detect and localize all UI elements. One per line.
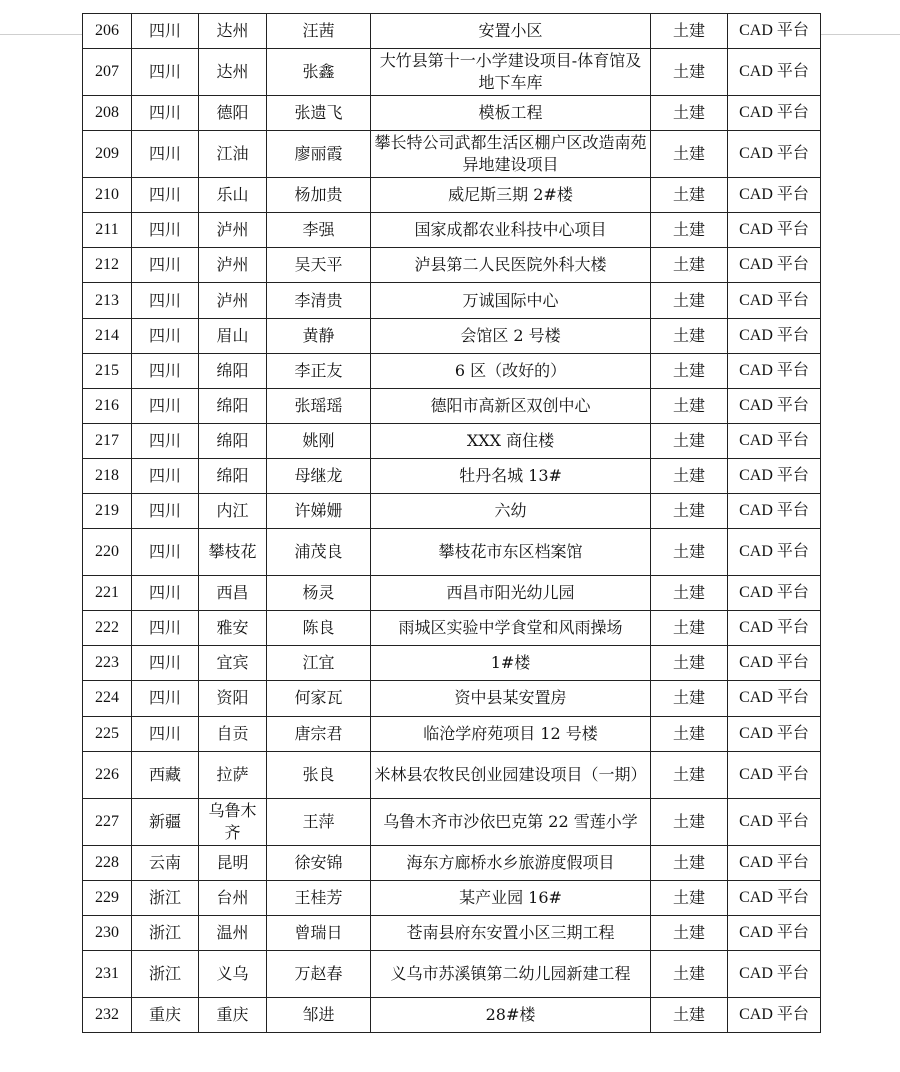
category-cell: 土建 bbox=[651, 950, 728, 997]
person-name-cell: 王萍 bbox=[267, 798, 371, 845]
project-name-cell: 西昌市阳光幼儿园 bbox=[371, 576, 651, 611]
category-cell: 土建 bbox=[651, 248, 728, 283]
platform-cell: CAD 平台 bbox=[728, 283, 821, 318]
platform-cell: CAD 平台 bbox=[728, 178, 821, 213]
project-name-cell: 攀枝花市东区档案馆 bbox=[371, 529, 651, 576]
category-cell: 土建 bbox=[651, 997, 728, 1032]
person-name-cell: 张遗飞 bbox=[267, 96, 371, 131]
province-cell: 四川 bbox=[132, 494, 199, 529]
row-number: 229 bbox=[83, 880, 132, 915]
person-name-cell: 母继龙 bbox=[267, 458, 371, 493]
city-cell: 拉萨 bbox=[199, 751, 267, 798]
city-cell: 江油 bbox=[199, 131, 267, 178]
person-name-cell: 江宜 bbox=[267, 646, 371, 681]
platform-cell: CAD 平台 bbox=[728, 423, 821, 458]
project-name-cell: 米林县农牧民创业园建设项目（一期） bbox=[371, 751, 651, 798]
project-name-cell: 大竹县第十一小学建设项目-体育馆及地下车库 bbox=[371, 49, 651, 96]
table-row bbox=[83, 915, 821, 950]
table-row bbox=[83, 845, 821, 880]
category-cell: 土建 bbox=[651, 646, 728, 681]
city-cell: 义乌 bbox=[199, 950, 267, 997]
table-row bbox=[83, 681, 821, 716]
project-name-cell: 泸县第二人民医院外科大楼 bbox=[371, 248, 651, 283]
table-row bbox=[83, 880, 821, 915]
person-name-cell: 张瑶瑶 bbox=[267, 388, 371, 423]
project-name-cell: 6 区（改好的） bbox=[371, 353, 651, 388]
person-name-cell: 李正友 bbox=[267, 353, 371, 388]
province-cell: 四川 bbox=[132, 646, 199, 681]
category-cell: 土建 bbox=[651, 880, 728, 915]
province-cell: 四川 bbox=[132, 458, 199, 493]
table-row bbox=[83, 997, 821, 1032]
person-name-cell: 曾瑞日 bbox=[267, 915, 371, 950]
platform-cell: CAD 平台 bbox=[728, 96, 821, 131]
row-number: 214 bbox=[83, 318, 132, 353]
province-cell: 四川 bbox=[132, 388, 199, 423]
platform-cell: CAD 平台 bbox=[728, 798, 821, 845]
province-cell: 云南 bbox=[132, 845, 199, 880]
row-number: 215 bbox=[83, 353, 132, 388]
table-row bbox=[83, 96, 821, 131]
row-number: 221 bbox=[83, 576, 132, 611]
province-cell: 四川 bbox=[132, 96, 199, 131]
city-cell: 宜宾 bbox=[199, 646, 267, 681]
category-cell: 土建 bbox=[651, 318, 728, 353]
platform-cell: CAD 平台 bbox=[728, 716, 821, 751]
table-row bbox=[83, 423, 821, 458]
province-cell: 四川 bbox=[132, 716, 199, 751]
category-cell: 土建 bbox=[651, 213, 728, 248]
city-cell: 昆明 bbox=[199, 845, 267, 880]
project-name-cell: 万诚国际中心 bbox=[371, 283, 651, 318]
person-name-cell: 陈良 bbox=[267, 611, 371, 646]
category-cell: 土建 bbox=[651, 798, 728, 845]
city-cell: 自贡 bbox=[199, 716, 267, 751]
category-cell: 土建 bbox=[651, 131, 728, 178]
city-cell: 重庆 bbox=[199, 997, 267, 1032]
row-number: 230 bbox=[83, 915, 132, 950]
project-name-cell: 义乌市苏溪镇第二幼儿园新建工程 bbox=[371, 950, 651, 997]
table-row bbox=[83, 611, 821, 646]
person-name-cell: 姚刚 bbox=[267, 423, 371, 458]
project-name-cell: 会馆区 2 号楼 bbox=[371, 318, 651, 353]
person-name-cell: 廖丽霞 bbox=[267, 131, 371, 178]
category-cell: 土建 bbox=[651, 14, 728, 49]
person-name-cell: 徐安锦 bbox=[267, 845, 371, 880]
table-row bbox=[83, 49, 821, 96]
project-name-cell: 海东方廊桥水乡旅游度假项目 bbox=[371, 845, 651, 880]
person-name-cell: 黄静 bbox=[267, 318, 371, 353]
category-cell: 土建 bbox=[651, 681, 728, 716]
project-name-cell: 德阳市高新区双创中心 bbox=[371, 388, 651, 423]
project-name-cell: 1#楼 bbox=[371, 646, 651, 681]
table-row bbox=[83, 494, 821, 529]
project-name-cell: 某产业园 16# bbox=[371, 880, 651, 915]
row-number: 226 bbox=[83, 751, 132, 798]
row-number: 207 bbox=[83, 49, 132, 96]
province-cell: 四川 bbox=[132, 681, 199, 716]
row-number: 208 bbox=[83, 96, 132, 131]
province-cell: 四川 bbox=[132, 14, 199, 49]
table-row bbox=[83, 576, 821, 611]
city-cell: 德阳 bbox=[199, 96, 267, 131]
row-number: 212 bbox=[83, 248, 132, 283]
table-row bbox=[83, 283, 821, 318]
person-name-cell: 张良 bbox=[267, 751, 371, 798]
person-name-cell: 张鑫 bbox=[267, 49, 371, 96]
platform-cell: CAD 平台 bbox=[728, 458, 821, 493]
province-cell: 四川 bbox=[132, 529, 199, 576]
person-name-cell: 王桂芳 bbox=[267, 880, 371, 915]
category-cell: 土建 bbox=[651, 845, 728, 880]
platform-cell: CAD 平台 bbox=[728, 576, 821, 611]
platform-cell: CAD 平台 bbox=[728, 997, 821, 1032]
city-cell: 内江 bbox=[199, 494, 267, 529]
city-cell: 绵阳 bbox=[199, 458, 267, 493]
province-cell: 四川 bbox=[132, 576, 199, 611]
city-cell: 绵阳 bbox=[199, 423, 267, 458]
page-rule-right bbox=[820, 34, 900, 35]
table-row bbox=[83, 131, 821, 178]
platform-cell: CAD 平台 bbox=[728, 646, 821, 681]
platform-cell: CAD 平台 bbox=[728, 14, 821, 49]
city-cell: 泸州 bbox=[199, 213, 267, 248]
project-name-cell: 安置小区 bbox=[371, 14, 651, 49]
platform-cell: CAD 平台 bbox=[728, 388, 821, 423]
city-cell: 温州 bbox=[199, 915, 267, 950]
city-cell: 资阳 bbox=[199, 681, 267, 716]
row-number: 223 bbox=[83, 646, 132, 681]
platform-cell: CAD 平台 bbox=[728, 880, 821, 915]
platform-cell: CAD 平台 bbox=[728, 494, 821, 529]
table-row bbox=[83, 178, 821, 213]
category-cell: 土建 bbox=[651, 494, 728, 529]
category-cell: 土建 bbox=[651, 178, 728, 213]
province-cell: 西藏 bbox=[132, 751, 199, 798]
category-cell: 土建 bbox=[651, 915, 728, 950]
province-cell: 浙江 bbox=[132, 950, 199, 997]
project-name-cell: 六幼 bbox=[371, 494, 651, 529]
province-cell: 四川 bbox=[132, 283, 199, 318]
page-rule-left bbox=[0, 34, 82, 35]
table-row bbox=[83, 213, 821, 248]
project-name-cell: 牡丹名城 13# bbox=[371, 458, 651, 493]
province-cell: 四川 bbox=[132, 178, 199, 213]
platform-cell: CAD 平台 bbox=[728, 611, 821, 646]
table-body bbox=[83, 14, 821, 1033]
table-row bbox=[83, 388, 821, 423]
city-cell: 达州 bbox=[199, 14, 267, 49]
city-cell: 乌鲁木齐 bbox=[199, 798, 267, 845]
row-number: 217 bbox=[83, 423, 132, 458]
project-name-cell: 资中县某安置房 bbox=[371, 681, 651, 716]
province-cell: 浙江 bbox=[132, 880, 199, 915]
category-cell: 土建 bbox=[651, 751, 728, 798]
platform-cell: CAD 平台 bbox=[728, 131, 821, 178]
person-name-cell: 李清贵 bbox=[267, 283, 371, 318]
project-table bbox=[82, 13, 821, 1033]
platform-cell: CAD 平台 bbox=[728, 681, 821, 716]
person-name-cell: 浦茂良 bbox=[267, 529, 371, 576]
platform-cell: CAD 平台 bbox=[728, 213, 821, 248]
platform-cell: CAD 平台 bbox=[728, 845, 821, 880]
category-cell: 土建 bbox=[651, 49, 728, 96]
row-number: 225 bbox=[83, 716, 132, 751]
city-cell: 雅安 bbox=[199, 611, 267, 646]
project-name-cell: 国家成都农业科技中心项目 bbox=[371, 213, 651, 248]
person-name-cell: 何家瓦 bbox=[267, 681, 371, 716]
table-row bbox=[83, 353, 821, 388]
province-cell: 浙江 bbox=[132, 915, 199, 950]
person-name-cell: 万赵春 bbox=[267, 950, 371, 997]
platform-cell: CAD 平台 bbox=[728, 950, 821, 997]
category-cell: 土建 bbox=[651, 716, 728, 751]
platform-cell: CAD 平台 bbox=[728, 49, 821, 96]
table-row bbox=[83, 248, 821, 283]
platform-cell: CAD 平台 bbox=[728, 529, 821, 576]
person-name-cell: 吴天平 bbox=[267, 248, 371, 283]
project-name-cell: 模板工程 bbox=[371, 96, 651, 131]
platform-cell: CAD 平台 bbox=[728, 248, 821, 283]
category-cell: 土建 bbox=[651, 423, 728, 458]
row-number: 210 bbox=[83, 178, 132, 213]
row-number: 219 bbox=[83, 494, 132, 529]
person-name-cell: 许娣姗 bbox=[267, 494, 371, 529]
table-row bbox=[83, 14, 821, 49]
row-number: 220 bbox=[83, 529, 132, 576]
category-cell: 土建 bbox=[651, 353, 728, 388]
row-number: 216 bbox=[83, 388, 132, 423]
city-cell: 西昌 bbox=[199, 576, 267, 611]
project-name-cell: XXX 商住楼 bbox=[371, 423, 651, 458]
row-number: 227 bbox=[83, 798, 132, 845]
province-cell: 四川 bbox=[132, 611, 199, 646]
person-name-cell: 杨灵 bbox=[267, 576, 371, 611]
platform-cell: CAD 平台 bbox=[728, 751, 821, 798]
row-number: 231 bbox=[83, 950, 132, 997]
platform-cell: CAD 平台 bbox=[728, 353, 821, 388]
city-cell: 泸州 bbox=[199, 283, 267, 318]
row-number: 213 bbox=[83, 283, 132, 318]
province-cell: 四川 bbox=[132, 213, 199, 248]
city-cell: 台州 bbox=[199, 880, 267, 915]
province-cell: 四川 bbox=[132, 423, 199, 458]
table-row bbox=[83, 798, 821, 845]
table-row bbox=[83, 716, 821, 751]
city-cell: 达州 bbox=[199, 49, 267, 96]
row-number: 209 bbox=[83, 131, 132, 178]
category-cell: 土建 bbox=[651, 611, 728, 646]
project-name-cell: 乌鲁木齐市沙依巴克第 22 雪莲小学 bbox=[371, 798, 651, 845]
table-row bbox=[83, 529, 821, 576]
project-name-cell: 攀长特公司武都生活区棚户区改造南苑异地建设项目 bbox=[371, 131, 651, 178]
person-name-cell: 唐宗君 bbox=[267, 716, 371, 751]
province-cell: 新疆 bbox=[132, 798, 199, 845]
category-cell: 土建 bbox=[651, 529, 728, 576]
row-number: 224 bbox=[83, 681, 132, 716]
project-name-cell: 雨城区实验中学食堂和风雨操场 bbox=[371, 611, 651, 646]
city-cell: 眉山 bbox=[199, 318, 267, 353]
platform-cell: CAD 平台 bbox=[728, 318, 821, 353]
row-number: 222 bbox=[83, 611, 132, 646]
category-cell: 土建 bbox=[651, 283, 728, 318]
platform-cell: CAD 平台 bbox=[728, 915, 821, 950]
province-cell: 重庆 bbox=[132, 997, 199, 1032]
city-cell: 乐山 bbox=[199, 178, 267, 213]
row-number: 232 bbox=[83, 997, 132, 1032]
province-cell: 四川 bbox=[132, 318, 199, 353]
table-row bbox=[83, 751, 821, 798]
category-cell: 土建 bbox=[651, 576, 728, 611]
row-number: 211 bbox=[83, 213, 132, 248]
person-name-cell: 邹进 bbox=[267, 997, 371, 1032]
province-cell: 四川 bbox=[132, 248, 199, 283]
person-name-cell: 汪茜 bbox=[267, 14, 371, 49]
project-name-cell: 威尼斯三期 2#楼 bbox=[371, 178, 651, 213]
table-row bbox=[83, 646, 821, 681]
city-cell: 攀枝花 bbox=[199, 529, 267, 576]
province-cell: 四川 bbox=[132, 131, 199, 178]
province-cell: 四川 bbox=[132, 353, 199, 388]
city-cell: 绵阳 bbox=[199, 388, 267, 423]
province-cell: 四川 bbox=[132, 49, 199, 96]
city-cell: 绵阳 bbox=[199, 353, 267, 388]
row-number: 218 bbox=[83, 458, 132, 493]
table-row bbox=[83, 318, 821, 353]
category-cell: 土建 bbox=[651, 458, 728, 493]
row-number: 228 bbox=[83, 845, 132, 880]
table-row bbox=[83, 458, 821, 493]
city-cell: 泸州 bbox=[199, 248, 267, 283]
category-cell: 土建 bbox=[651, 388, 728, 423]
person-name-cell: 李强 bbox=[267, 213, 371, 248]
project-name-cell: 28#楼 bbox=[371, 997, 651, 1032]
row-number: 206 bbox=[83, 14, 132, 49]
table-row bbox=[83, 950, 821, 997]
person-name-cell: 杨加贵 bbox=[267, 178, 371, 213]
project-name-cell: 苍南县府东安置小区三期工程 bbox=[371, 915, 651, 950]
category-cell: 土建 bbox=[651, 96, 728, 131]
project-name-cell: 临沧学府苑项目 12 号楼 bbox=[371, 716, 651, 751]
